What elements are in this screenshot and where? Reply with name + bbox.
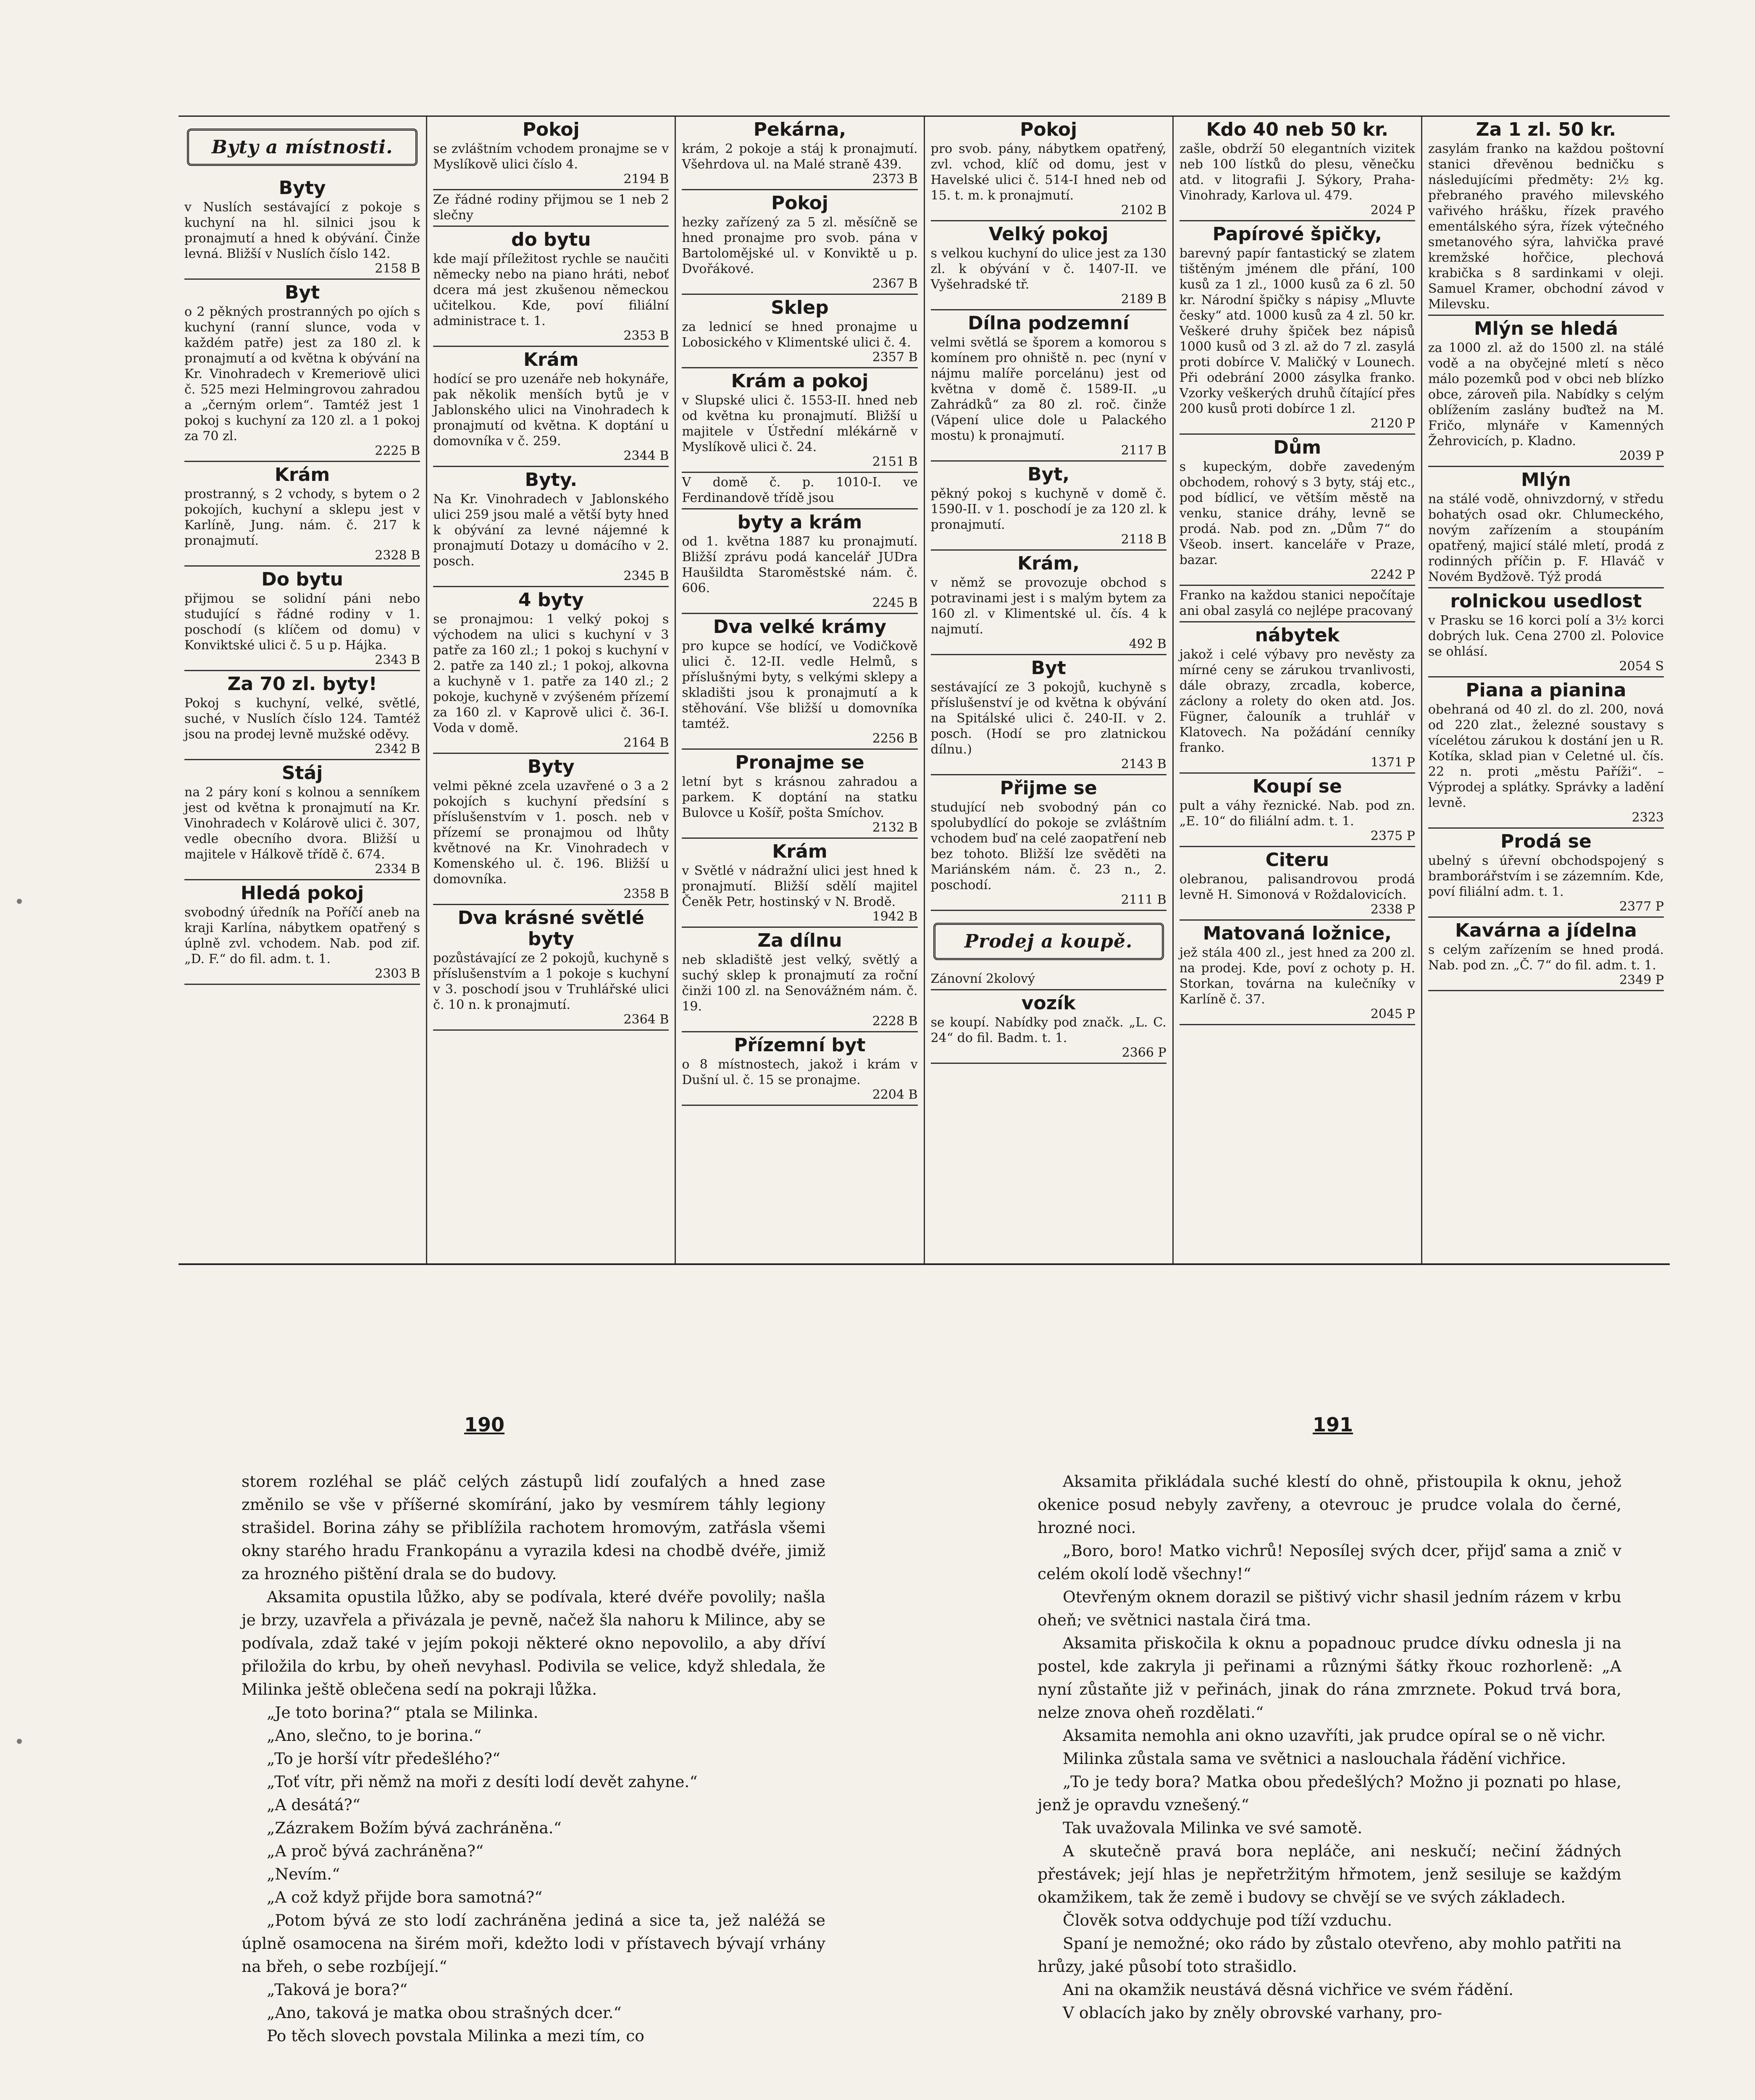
ad-code: 1371 P xyxy=(1370,755,1415,770)
paragraph: Po těch slovech povstala Milinka a mezi tím, co xyxy=(267,2026,644,2045)
classified-ad xyxy=(682,295,917,368)
classified-ad xyxy=(682,368,917,473)
classified-ad xyxy=(931,462,1166,551)
ad-text: na stálé vodě, ohnivzdorný, v středu bohatých osad okr. Chlumeckého, novým zařízením a stoupáním opatřený, majicí stálé mletí, prodá z rodinných příčin p. F. Hlaváč v Novém Bydžově. Týž prodá xyxy=(1428,492,1664,584)
ad-code: 2345 B xyxy=(623,569,669,583)
ad-code: 2151 B xyxy=(872,454,918,469)
classified-ad xyxy=(931,221,1166,310)
ad-text: barevný papír fantastický se zlatem tištěným jménem dle přání, 100 kusů za 1 zl., 1000 kusů za 6 zl. 50 kr. Národní špičky s nápisy „Mluvte česky“ atd. 1000 kusů za 4 zl. 50 kr. Veškeré druhy špiček bez nápisů 1000 kusů od 3 zl. až do 7 zl. zasylá proti dobírce V. Maličký v Lounech. Při odebrání 2000 zásylka franko. Vzorky veškerých druhů čítající přes 200 kusů proti dobírce 1 zl. xyxy=(1179,246,1415,416)
ad-text: na 2 páry koní s kolnou a senníkem jest od května k pronajmutí na Kr. Vinohradech v Kolárově ulici č. 307, vedle obecního dvora. Bližší u majitele v Hálkově třídě č. 674. xyxy=(184,785,420,862)
ad-text: přijmou se solidní páni nebo studující s řádné rodiny v 1. poschodí (s klíčem od domu) v Konviktské ulici č. 5 u p. Hájka. xyxy=(184,591,420,653)
classified-ad xyxy=(433,905,669,1031)
classified-ad xyxy=(184,671,420,760)
ad-title: Kavárna a jídelna xyxy=(1455,920,1637,941)
ad-title: Krám xyxy=(772,841,828,862)
paragraph: Tak uvažovala Milinka ve své samotě. xyxy=(1063,1819,1363,1837)
classified-ad xyxy=(1428,829,1664,918)
ad-text: zašle, obdrží 50 elegantních vizitek neb 100 lístků do plesu, věnečku atd. v litografii J. Sýkory, Praha-Vinohrady, Karlova ul. 479. xyxy=(1179,142,1415,203)
ad-title: Pronajme se xyxy=(735,752,864,773)
paragraph: Člověk sotva oddychuje pod tíží vzduchu. xyxy=(1063,1911,1392,1929)
ad-code: 2054 S xyxy=(1619,659,1664,674)
ad-title: Kdo 40 neb 50 kr. xyxy=(1206,119,1389,140)
classified-ad xyxy=(682,839,917,928)
page-number-left: 190 xyxy=(464,1413,505,1436)
ad-text: pro kupce se hodící, ve Vodičkově ulici č. 12-II. vedle Helmů, s příslušnými byty, s velkými sklepy a skladišti jsou k pronajmutí a k stěhování. Vše bližší u domovníka tamtéž. xyxy=(682,639,918,731)
classified-ad xyxy=(931,969,1166,990)
ad-text: hodící se pro uzenáře neb hokynáře, pak několik menších bytů je v Jablonského ulici na Vinohradech k pronajmutí od května. K doptání u domovníka v č. 259. xyxy=(433,372,669,449)
story-text-left xyxy=(242,1470,825,2048)
paragraph: Aksamita přikládala suché klestí do ohně, přistoupila k oknu, jehož okenice posud nebyly zavřeny, a otevrouc je prudce volala do černé, hrozné noci. xyxy=(1038,1472,1621,1537)
paragraph: „Je toto borina?“ ptala se Milinka. xyxy=(267,1703,539,1722)
ad-code: 2204 B xyxy=(872,1087,918,1102)
ad-column-4 xyxy=(924,117,1172,1263)
paragraph: „A proč bývá zachráněna?“ xyxy=(267,1842,484,1860)
ad-code: 2358 B xyxy=(623,887,669,901)
ad-code: 2338 P xyxy=(1370,902,1415,917)
paragraph: Aksamita přiskočila k oknu a popadnouc prudce dívku odnesla ji na postel, kde zakryla ji peřinami a různými šátky řkouc rozhorleně: „A nyní zůstaňte již v peřinách, jinak do rána zmrznete. Pokud trvá bora, nelze znova oheň rozdělati.“ xyxy=(1038,1634,1621,1722)
ad-text: obehraná od 40 zl. do zl. 200, nová od 220 zlat., železné soustavy s vícelétou zárukou k dostání jen u R. Kotíka, sklad pian v Celetné ul. čís. 22 n. proti „městu Paříži“. – Výprodej a splátky. Správky a ladění levně. xyxy=(1428,702,1664,810)
classified-ad xyxy=(184,880,420,985)
ad-text: o 2 pěkných prostranných po ojích s kuchyní (ranní slunce, voda v každém patře) jest za 180 zl. k pronajmutí a od května k obývání na Kr. Vinohradech v Kremeriově ulici č. 525 mezi Helmingrovou zahradou a „černým orlem“. Tamtéž jest 1 pokoj s kuchyní za 120 zl. a 1 pokoj za 70 zl. xyxy=(184,304,420,444)
ad-text: za lednicí se hned pronajme u Lobosického v Klimentské ulici č. 4. xyxy=(682,320,918,350)
ad-title: Prodá se xyxy=(1500,831,1592,852)
ad-code: 2102 B xyxy=(1121,203,1166,218)
classified-ad xyxy=(682,117,917,190)
classified-ad xyxy=(1180,221,1415,435)
section-heading-box xyxy=(187,129,418,166)
ad-title: Mlýn se hledá xyxy=(1474,318,1618,339)
classified-ad xyxy=(1180,586,1415,622)
ad-column-2 xyxy=(426,117,675,1263)
ad-text: zasylám franko na každou poštovní stanici dřevěnou bedničku s následujícími předměty: 2½ kg. přebraného pravého milevského vařivého hrášku, řízek pravého ementálského sýra, řízek výtečného smetanového sýra, lahvička pravé kremžské hořčice, plechová krabička s 8 sardinkami v oleji. Samuel Kramer, obchodní závod v Milevsku. xyxy=(1428,142,1664,312)
classified-ad xyxy=(1428,918,1664,991)
ad-code: 2377 P xyxy=(1619,899,1664,914)
ad-title: vozík xyxy=(1021,992,1076,1014)
ad-column-1 xyxy=(179,117,426,1263)
ad-code: 2256 B xyxy=(872,731,918,746)
ad-text: o 8 místnostech, jakož i krám v Dušní ul. č. 15 se pronajme. xyxy=(682,1057,918,1087)
ad-text: s velkou kuchyní do ulice jest za 130 zl. k obývání v č. 1407-II. ve Vyšehradské tř. xyxy=(930,246,1166,292)
ad-text: od 1. května 1887 ku pronajmutí. Bližší zprávu podá kancelář JUDra Haušildta Staroměstské nám. č. 606. xyxy=(682,534,918,596)
paragraph: „Zázrakem Božím bývá zachráněna.“ xyxy=(267,1819,562,1837)
section-heading: Byty a místnosti. xyxy=(211,136,393,158)
classified-ad xyxy=(1180,435,1415,586)
ad-title: Krám, xyxy=(1017,553,1080,574)
ad-text: v Nuslích sestávající z pokoje s kuchyní na hl. silnici jsou k pronajmutí a hned k obývání. Činže levná. Bližší v Nuslích číslo 142. xyxy=(184,200,420,261)
ad-code: 2353 B xyxy=(623,328,669,343)
classified-ad xyxy=(1428,117,1664,316)
classified-ad xyxy=(433,117,669,190)
paragraph: „Ano, slečno, to je borina.“ xyxy=(267,1726,482,1745)
ad-text: pěkný pokoj s kuchyně v domě č. 1590-II. v 1. poschodí je za 120 zl. k pronajmutí. xyxy=(930,486,1166,532)
ad-text: prostranný, s 2 vchody, s bytem o 2 pokojích, kuchyní a sklepu jest v Karlíně, Jung. nám. č. 217 k pronajmutí. xyxy=(184,487,420,548)
paragraph: Milinka zůstala sama ve světnici a naslouchala řádění vichřice. xyxy=(1063,1749,1566,1768)
ad-title: Přijme se xyxy=(1000,777,1097,799)
classified-ad xyxy=(931,117,1166,221)
ad-text: v němž se provozuje obchod s potravinami jest i s malým bytem za 160 zl. v Klimentské ul. čís. 4 k najmutí. xyxy=(930,575,1166,637)
ad-text: V domě č. p. 1010-I. ve Ferdinandově třídě jsou xyxy=(682,475,918,505)
classified-ad xyxy=(931,775,1166,911)
paragraph: „Ano, taková je matka obou strašných dcer.“ xyxy=(267,2003,622,2022)
classified-ad xyxy=(931,310,1166,462)
ad-code: 2364 B xyxy=(623,1012,669,1027)
ad-title: Mlýn xyxy=(1521,469,1571,491)
ad-title: Za 70 zl. byty! xyxy=(227,673,377,695)
paragraph: „A což když přijde bora samotná?“ xyxy=(267,1888,543,1906)
ad-title: Přízemní byt xyxy=(734,1034,866,1056)
classified-ad xyxy=(1180,774,1415,847)
ad-code: 2245 B xyxy=(872,596,918,610)
ad-code: 2189 B xyxy=(1121,292,1166,307)
ad-title: Matovaná ložnice, xyxy=(1203,923,1392,944)
classified-ad xyxy=(184,760,420,880)
ad-text: Na Kr. Vinohradech v Jablonského ulici 259 jsou malé a větší byty hned k obývání za levné nájemné k pronajmutí Dotazy u domácího v 2. posch. xyxy=(433,492,669,569)
ad-title: Dva krásné světlé byty xyxy=(457,907,644,950)
classified-ad xyxy=(433,467,669,587)
ad-title: Byt xyxy=(1031,657,1066,679)
ad-title: Piana a pianina xyxy=(1466,680,1626,701)
story-text-right xyxy=(1038,1470,1621,2024)
ad-text: ubelný s úřevní obchodspojený s bramborářstvím i se zázemním. Kde, poví filiální adm. t. 1. xyxy=(1428,853,1664,899)
paragraph: „Boro, boro! Matko vichrů! Neposílej svých dcer, přijď sama a znič v celém okolí lodě všechny!“ xyxy=(1038,1541,1621,1583)
classified-ad xyxy=(682,509,917,614)
ad-text: Franko na každou stanici nepočítaje ani obal zasylá co nejlépe pracovaný xyxy=(1179,588,1415,618)
ad-title: Byty. xyxy=(525,469,578,491)
ad-code: 492 B xyxy=(1129,637,1166,651)
classified-ad xyxy=(1180,622,1415,774)
ad-code: 2373 B xyxy=(872,172,918,186)
paragraph: V oblacích jako by zněly obrovské varhany, pro- xyxy=(1063,2003,1442,2022)
ad-text: Zánovní 2kolový xyxy=(930,971,1035,986)
classified-ad xyxy=(184,175,420,280)
ad-title: Byt xyxy=(284,282,320,303)
ad-title: Koupí se xyxy=(1252,776,1342,797)
ad-title: Dům xyxy=(1273,437,1322,458)
paragraph: Aksamita nemohla ani okno uzavříti, jak prudce opíral se o ně vichr. xyxy=(1063,1726,1606,1745)
classified-ad xyxy=(1428,588,1664,677)
classified-ad xyxy=(931,655,1166,775)
classified-ad xyxy=(682,1032,917,1106)
ad-code: 2118 B xyxy=(1121,532,1166,547)
paragraph: „Nevím.“ xyxy=(267,1865,340,1883)
ad-text: pult a váhy řeznické. Nab. pod zn. „E. 10“ do filiální adm. t. 1. xyxy=(1179,798,1415,829)
classified-ad xyxy=(1428,316,1664,467)
ad-text: svobodný úředník na Poříčí aneb na kraji Karlína, nábytkem opatřený s úplně zvl. vchodem. Nab. pod zif. „D. F.“ do fil. adm. t. 1. xyxy=(184,905,420,966)
classified-ad xyxy=(931,551,1166,655)
classified-ad xyxy=(433,754,669,905)
ad-title: Pokoj xyxy=(1020,119,1077,140)
ad-code: 2132 B xyxy=(872,820,918,835)
ad-text: studující neb svobodný pán co spolubydlící do pokoje se zvláštním vchodem buď na celé zaopatření neb bez tohoto. Bližší lze svěděti na Mariánském nám. č. 23 n., 2. poschodí. xyxy=(930,800,1166,892)
classified-ad xyxy=(1180,921,1415,1025)
ad-title: Krám a pokoj xyxy=(731,370,869,392)
ad-text: s celým zařízením se hned prodá. Nab. pod zn. „Č. 7“ do fil. adm. t. 1. xyxy=(1428,942,1664,973)
paragraph: „To je tedy bora? Matka obou předešlých? Možno ji poznati po hlase, jenž je opravdu vznešený.“ xyxy=(1038,1772,1621,1814)
section-heading: Prodej a koupě. xyxy=(964,931,1133,952)
ad-code: 2158 B xyxy=(375,261,420,276)
paragraph: storem rozléhal se pláč celých zástupů lidí zoufalých a hned zase změnilo se vše v příšerné skomírání, jako by vesmírem táhly legiony strašidel. Borina záhy se přiblížila rachotem hromovým, zatřásla všemi okny starého hradu Frankopánu a vyrazila kdesi na chodbě dvéře, jimiž za hrozného pištění drala se do budovy. xyxy=(242,1472,825,1583)
ad-title: Do bytu xyxy=(261,569,343,590)
ad-title: nábytek xyxy=(1255,625,1340,646)
ad-code: 2039 P xyxy=(1619,449,1664,463)
ad-title: Hledá pokoj xyxy=(240,882,364,904)
classified-ad xyxy=(184,462,420,567)
ad-text: hezky zařízený za 5 zl. měsíčně se hned pronajme pro svob. pána v Bartolomějské ul. v Konviktě u p. Dvořákové. xyxy=(682,215,918,276)
ad-title: Velký pokoj xyxy=(988,223,1109,245)
ad-code: 2024 P xyxy=(1370,203,1415,218)
ad-code: 2366 P xyxy=(1122,1045,1166,1060)
classified-ad xyxy=(1180,847,1415,921)
section-heading-box xyxy=(933,923,1164,960)
ad-title: Citeru xyxy=(1265,849,1329,871)
ad-code: 2303 B xyxy=(375,966,420,981)
ad-text: Pokoj s kuchyní, velké, světlé, suché, v Nuslích číslo 124. Tamtéž jsou na prodej levně mužské oděvy. xyxy=(184,696,420,742)
classified-ad xyxy=(682,473,917,509)
ad-title: Krám xyxy=(523,349,579,370)
ad-code: 2334 B xyxy=(375,862,420,877)
ad-code: 2228 B xyxy=(872,1014,918,1029)
margin-dot xyxy=(17,899,22,904)
ad-text: letní byt s krásnou zahradou a parkem. K doptání na statku Bulovce u Košíř, pošta Smíchov. xyxy=(682,774,918,820)
ad-code: 2375 P xyxy=(1370,829,1415,843)
ad-title: Byty xyxy=(278,177,326,199)
ad-code: 2342 B xyxy=(375,742,420,756)
ad-text: s kupeckým, dobře zavedeným obchodem, rohový s 3 byty, stáj etc., pod bídlicí, ve větším městě na venku, stanice dráhy, levně se prodá. Nab. pod zn. „Dům 7“ do Všeob. insert. kanceláře v Praze, bazar. xyxy=(1179,459,1415,567)
ad-text: se zvláštním vchodem pronajme se v Myslíkově ulici číslo 4. xyxy=(433,142,669,172)
ad-code: 2323 xyxy=(1632,810,1664,825)
paragraph: „Potom bývá ze sto lodí zachráněna jediná a sice ta, jež naléžá se úplně osamocena na širém moři, kdežto lodi v přístavech bývají vrhány na břeh, o sebe rozbíjejí.“ xyxy=(242,1911,825,1976)
classified-ad xyxy=(931,990,1166,1064)
ad-code: 2225 B xyxy=(375,444,420,458)
ad-title: Krám xyxy=(274,464,330,486)
ad-text: v Světlé v nádražní ulici jest hned k pronajmutí. Bližší sdělí majitel Čeněk Petr, hostinský v N. Brodě. xyxy=(682,864,918,909)
ad-text: velmi pěkné zcela uzavřené o 3 a 2 pokojích s kuchyní předsíní s příslušenstvím v 1. posch. neb v přízemí se pronajmou od lhůty květnové na Kr. Vinohradech v Komenského ul. č. 196. Bližší u domovníka. xyxy=(433,779,669,887)
ad-title: do bytu xyxy=(511,229,591,250)
classified-ad xyxy=(433,347,669,467)
classifieds-section xyxy=(179,116,1670,1265)
ad-code: 2349 P xyxy=(1619,973,1664,987)
ad-code: 2164 B xyxy=(623,735,669,750)
ad-title: Dílna podzemní xyxy=(968,312,1130,334)
paragraph: A skutečně pravá bora nepláče, ani neskučí; nečiní žádných přestávek; její hlas je nepřetržitým hřmotem, jenž sesiluje se každým okamžikem, tak že země i budovy se chvějí se ve svých základech. xyxy=(1038,1842,1621,1906)
classified-ad xyxy=(184,567,420,671)
ad-text: velmi světlá se šporem a komorou s komínem pro ohniště n. pec (nyní v nájmu malíře porcelánu) jest od května v domě č. 1589-II. „u Zahrádků“ za 80 zl. roč. činže (Vápení ulice dole u Palackého mostu) k pronajmutí. xyxy=(930,335,1166,443)
ad-text: olebranou, palisandrovou prodá levně H. Simonová v Roždalovicích. xyxy=(1179,872,1415,902)
paragraph: „Toť vítr, při němž na moři z desíti lodí devět zahyne.“ xyxy=(267,1772,698,1791)
paragraph: „A desátá?“ xyxy=(267,1796,360,1814)
ad-text: jež stála 400 zl., jest hned za 200 zl. na prodej. Kde, poví z ochoty p. H. Storkan, továrna na kulečníky v Karlíně č. 37. xyxy=(1179,945,1415,1007)
ad-title: Sklep xyxy=(771,297,829,318)
ad-code: 2242 P xyxy=(1370,567,1415,582)
ad-title: Dva velké krámy xyxy=(713,616,887,638)
classified-ad xyxy=(1428,467,1664,588)
ad-text: krám, 2 pokoje a stáj k pronajmutí. Všehrdova ul. na Malé straně 439. xyxy=(682,142,918,172)
ad-title: Pekárna, xyxy=(753,119,846,140)
classified-ad xyxy=(1180,117,1415,221)
ad-title: byty a krám xyxy=(737,512,862,533)
ad-code: 2111 B xyxy=(1121,892,1166,907)
paragraph: Aksamita opustila lůžko, aby se podívala, které dvéře povolily; našla je brzy, uzavřela a přivázala je pevně, načež šla nahoru k Milince, aby se podívala, zdaž také v jejím pokoji některé okno nepovolilo, a aby dříví přiložila do krbu, by oheň nevyhasl. Podivila se velice, když shledala, že Milinka ještě oblečena sedí na pokraji lůžka. xyxy=(242,1588,825,1698)
page-number-right: 191 xyxy=(1313,1413,1353,1436)
ad-column-5 xyxy=(1172,117,1421,1263)
ad-code: 2143 B xyxy=(1121,757,1166,772)
ad-title: Byt, xyxy=(1027,464,1070,485)
ad-text: neb skladiště jest velký, světlý a suchý sklep k pronajmutí za roční činži 100 zl. na Senovážném nám. č. 19. xyxy=(682,953,918,1014)
ad-code: 2344 B xyxy=(623,449,669,463)
classified-ad xyxy=(682,190,917,295)
paragraph: Otevřeným oknem dorazil se pištivý vichr shasil jedním rázem v krbu oheň; ve světnici nastala čirá tma. xyxy=(1038,1588,1621,1629)
classified-ad xyxy=(184,280,420,462)
ad-title: Papírové špičky, xyxy=(1212,223,1382,245)
ad-code: 2367 B xyxy=(872,276,918,291)
classified-ad xyxy=(682,750,917,839)
ad-title: Byty xyxy=(527,756,575,777)
ad-column-3 xyxy=(675,117,923,1263)
paragraph: Spaní je nemožné; oko rádo by zůstalo otevřeno, aby mohlo patřiti na hrůzy, jaké působí toto strašidlo. xyxy=(1038,1934,1621,1976)
classified-ad xyxy=(682,614,917,750)
ad-text: za 1000 zl. až do 1500 zl. na stálé vodě a na obyčejné mletí s něco málo pozemků pod v obci neb blízko obce, zároveň pila. Nabídky s celým oblížením zaslány buďtež na M. Fričo, mlynáře v Kamenných Žehrovicích, p. Kladno. xyxy=(1428,341,1664,449)
ad-text: Ze řádné rodiny přijmou se 1 neb 2 slečny xyxy=(433,192,669,223)
ad-code: 2045 P xyxy=(1370,1007,1415,1021)
ad-title: Stáj xyxy=(281,762,323,784)
paragraph: Ani na okamžik neustává děsná vichřice ve svém řádění. xyxy=(1063,1980,1513,1999)
classified-ad xyxy=(1428,677,1664,829)
ad-text: v Slupské ulici č. 1553-II. hned neb od května ku pronajmutí. Bližší u majitele v Ústřední mlékárně v Myslíkově ulici č. 24. xyxy=(682,393,918,454)
ad-text: pro svob. pány, nábytkem opatřený, zvl. vchod, klíč od domu, jest v Havelské ulici č. 514-I hned neb od 15. t. m. k pronajmutí. xyxy=(930,142,1166,203)
ad-title: Pokoj xyxy=(522,119,580,140)
ad-code: 2343 B xyxy=(375,653,420,667)
ad-code: 1942 B xyxy=(872,909,918,924)
ad-code: 2328 B xyxy=(375,548,420,563)
ad-text: se koupí. Nabídky pod značk. „L. C. 24“ do fil. Badm. t. 1. xyxy=(930,1015,1166,1045)
ad-title: 4 byty xyxy=(518,589,584,611)
classified-ad xyxy=(433,587,669,754)
margin-dot xyxy=(17,1739,22,1744)
ad-title: Za dílnu xyxy=(757,930,842,951)
ad-code: 2357 B xyxy=(872,350,918,365)
ad-title: rolnickou usedlost xyxy=(1450,591,1642,612)
ad-column-6 xyxy=(1421,117,1670,1263)
ad-text: jakož i celé výbavy pro nevěsty za mírné ceny se zárukou trvanlivosti, dále obrazy, zrcadla, koberce, záclony a rolety do oken atd. Jos. Fügner, čalouník a truhlář v Klatovech. Na požádání cenníky franko. xyxy=(1179,647,1415,755)
ad-code: 2120 P xyxy=(1370,416,1415,431)
classified-ad xyxy=(433,227,669,347)
classified-ad xyxy=(433,190,669,227)
ad-code: 2117 B xyxy=(1121,443,1166,458)
ad-title: Pokoj xyxy=(771,192,828,214)
paragraph: „Taková je bora?“ xyxy=(267,1980,408,1999)
ad-text: sestávající ze 3 pokojů, kuchyně s příslušenství je od května k obývání na Spitálské ulici č. 240-II. v 2. posch. (Hodí se pro zlatnickou dílnu.) xyxy=(930,680,1166,757)
ad-text: se pronajmou: 1 velký pokoj s východem na ulici s kuchyní v 3 patře za 160 zl.; 1 pokoj s kuchyní v 2. patře za 140 zl.; 1 pokoj, alkovna a kuchyně v 1. patře za 140 zl.; 2 pokoje, kuchyně v zvýšeném přízemí za 160 zl. v Kaprově ulici č. 36-I. Voda v domě. xyxy=(433,612,669,735)
ad-text: pozůstávající ze 2 pokojů, kuchyně s příslušenstvím a 1 pokoje s kuchyní v 3. poschodí jsou v Truhlářské ulici č. 10 n. k pronajmutí. xyxy=(433,951,669,1012)
classified-ad xyxy=(682,928,917,1032)
ad-code: 2194 B xyxy=(623,172,669,186)
ad-title: Za 1 zl. 50 kr. xyxy=(1476,119,1616,140)
ad-text: kde mají příležitost rychle se naučiti německy nebo na piano hráti, neboť dcera má jest zkušenou německou učitelkou. Kde, poví filiální administrace t. 1. xyxy=(433,252,669,328)
paragraph: „To je horší vítr předešlého?“ xyxy=(267,1749,501,1768)
ad-text: v Prasku se 16 korci polí a 3½ korci dobrých luk. Cena 2700 zl. Polovice se ohlásí. xyxy=(1428,613,1664,659)
